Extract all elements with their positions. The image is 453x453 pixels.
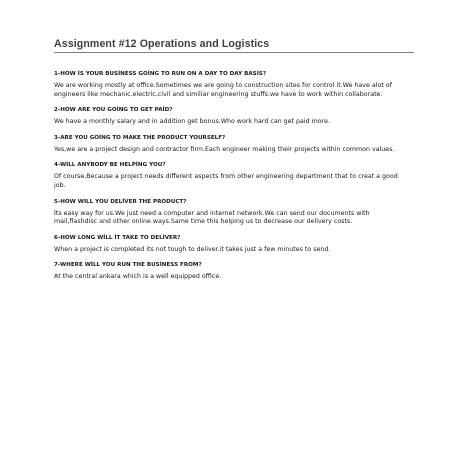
question-3: 3-ARE YOU GOİNG TO MAKE THE PRODUCT YOURSELF? xyxy=(54,134,226,141)
qa-item-4 xyxy=(54,161,409,190)
question-4: 4-WİLL ANYBODY BE HELPİNG YOU? xyxy=(54,162,166,169)
document-title: Assignment #12 Operations and Logistics xyxy=(54,38,414,53)
qa-item-1 xyxy=(54,70,409,99)
question-5: 5-HOW WİLL YOU DELİVER THE PRODUCT? xyxy=(54,198,187,205)
answer-3: Yes,we are a project design and contractor firm.Each engineer making their projects within common values. xyxy=(54,145,395,153)
answer-4: Of course,Because a project needs different aspects from other engineering department that to creat a good job. xyxy=(54,173,398,189)
question-7: 7-WHERE WİLL YOU RUN THE BUSİNESS FROM? xyxy=(54,262,202,269)
qa-item-7 xyxy=(54,261,409,282)
answer-1: We are working mostly at office.Sometimes we are going to construction sites for control it.We have alot of engineers like mechanic,electric,civil and similiar engineering stuffs.we have to work within collaborate. xyxy=(54,82,392,98)
question-1: 1-HOW İS YOUR BUSİNESS GOİNG TO RUN ON A DAY TO DAY BASİS? xyxy=(54,71,267,77)
qa-list xyxy=(54,70,409,289)
question-2: 2-HOW ARE YOU GOİNG TO GET PAİD? xyxy=(54,107,173,114)
qa-item-5 xyxy=(54,198,409,227)
qa-item-2 xyxy=(54,106,409,127)
answer-5: İts easy way for us.We just need a computer and internet network.We can send our documents with mail,flashdisc and other online ways.Same time this helping us to decrease our delivery costs. xyxy=(54,209,370,226)
answer-7: At the central ankara which is a well equipped office. xyxy=(54,273,222,281)
question-6: 6-HOW LONG WİLL İT TAKE TO DELİVER? xyxy=(54,234,181,241)
answer-2: We have a monthly salary and in addition get bonus.Who work hard can get paid more. xyxy=(54,118,330,126)
qa-item-6 xyxy=(54,234,409,255)
qa-item-3 xyxy=(54,134,409,155)
answer-6: When a project is completed its not tough to deliver.it takes just a few minutes to send. xyxy=(54,245,331,253)
